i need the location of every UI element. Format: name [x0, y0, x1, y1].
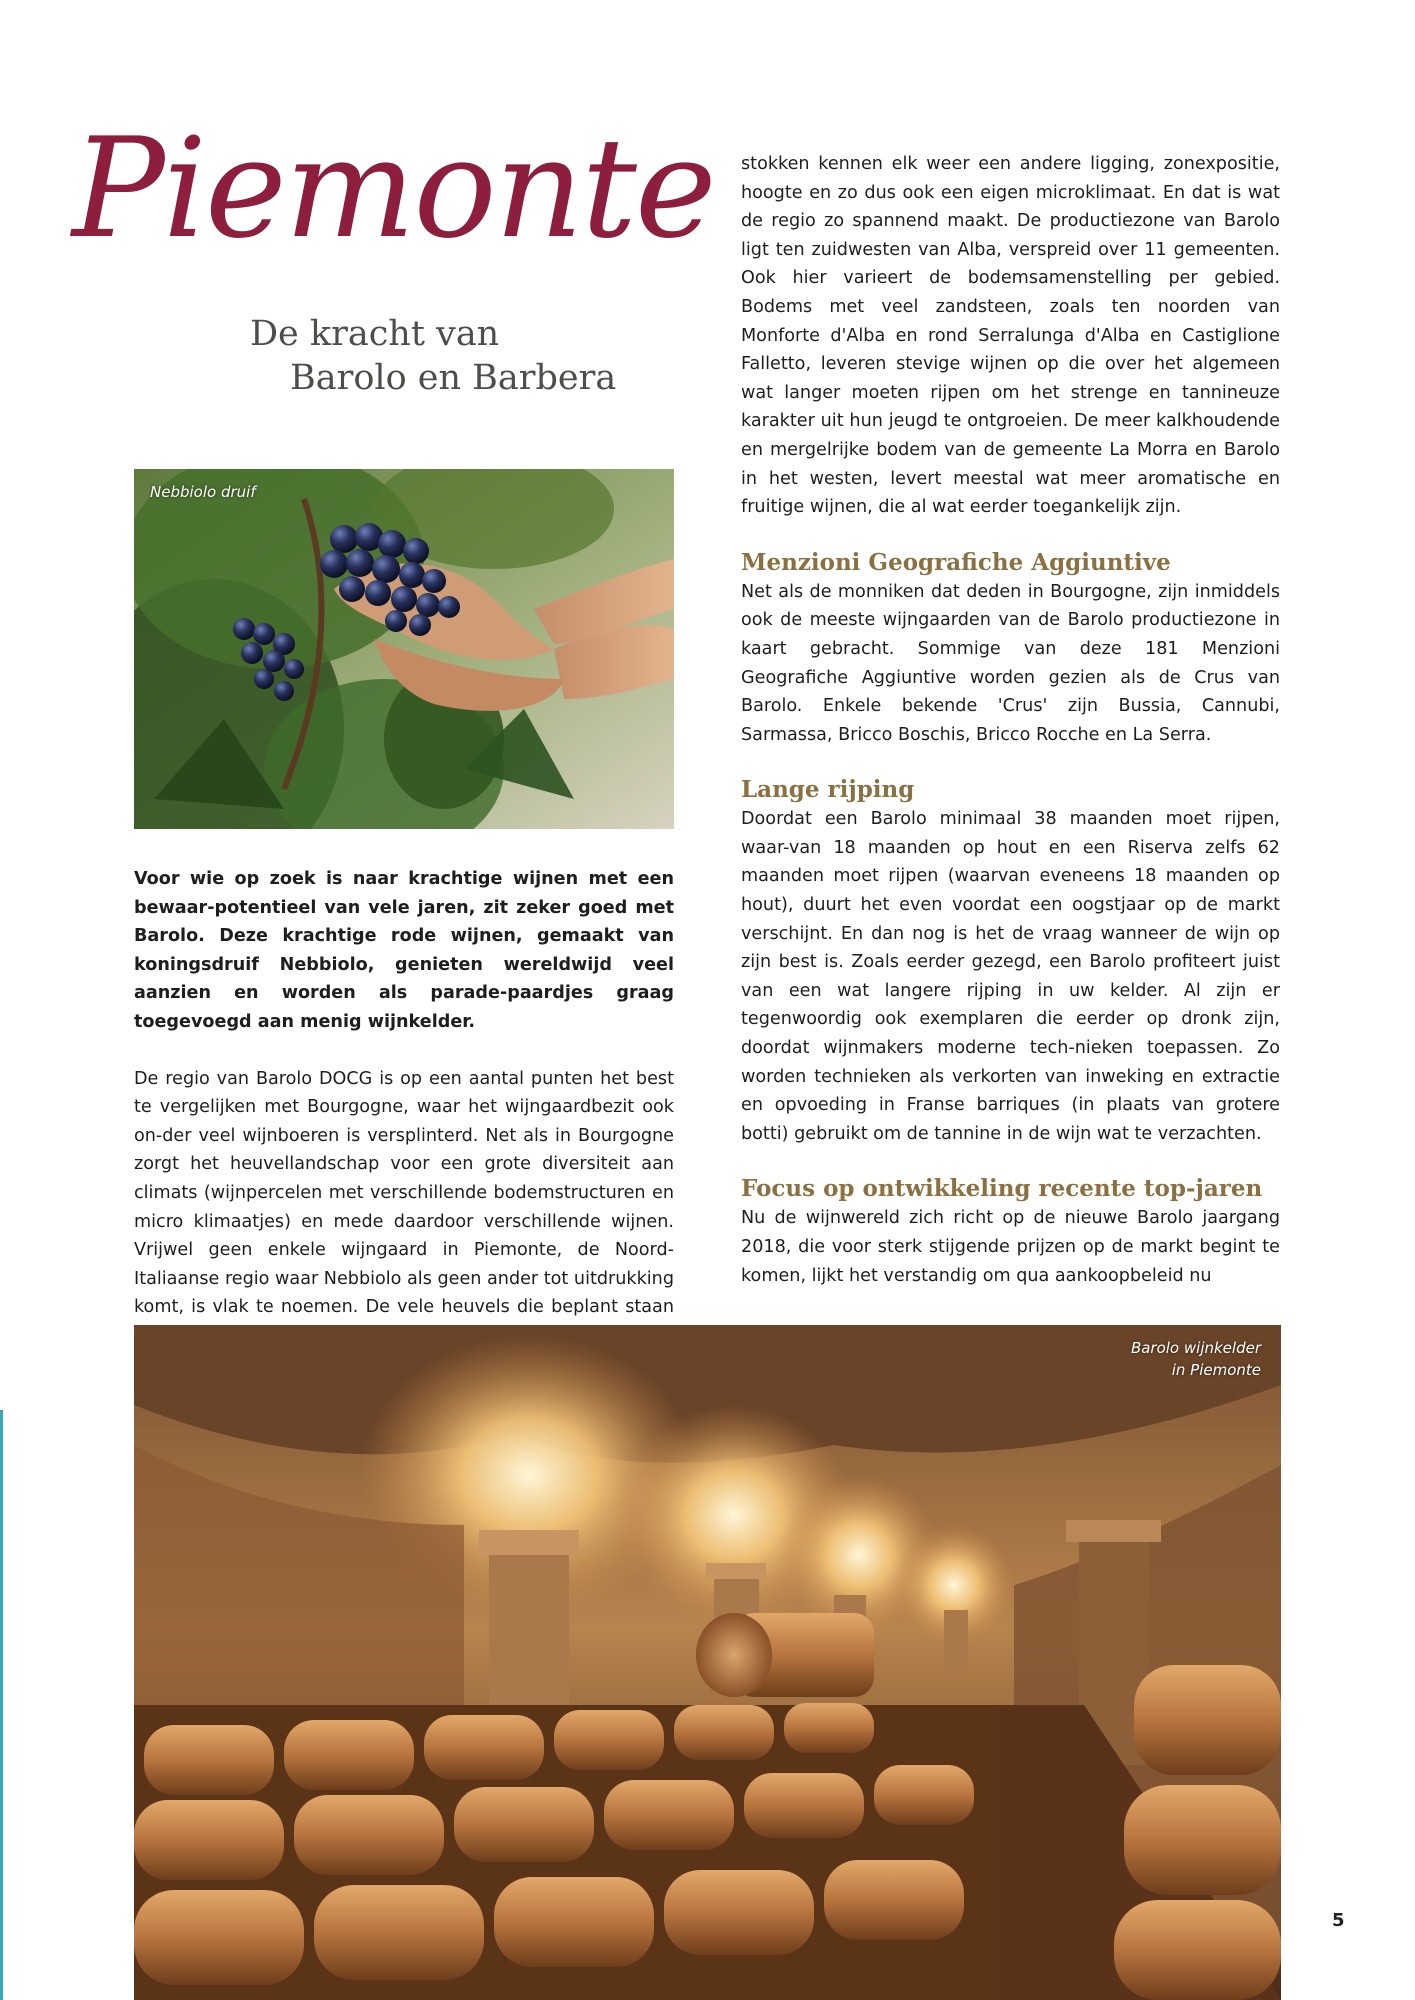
subtitle-line-2: Barolo en Barbera	[290, 358, 617, 398]
grapes-photo-illustration	[134, 469, 674, 829]
section-heading-menzioni: Menzioni Geografiche Aggiuntive	[741, 548, 1171, 576]
right-column	[741, 150, 1280, 1290]
cellar-photo-illustration	[134, 1325, 1281, 2000]
section-body-menzioni: Net als de monniken dat deden in Bourgogne, zijn inmiddels ook de meeste wijngaarden van de Barolo productiezone in kaart gebracht. Sommige van deze 181 Menzioni Geografiche Aggiuntive worden gezien als de Crus van Barolo. Enkele bekende 'Crus' zijn Bussia, Cannubi, Sarmassa, Bricco Boschis, Bricco Rocche en La Serra.	[741, 581, 1280, 745]
barolo-cellar-photo	[134, 1325, 1281, 2000]
left-column	[134, 865, 674, 1351]
nebbiolo-grapes-photo	[134, 469, 674, 829]
subtitle-line-1: De kracht van	[250, 314, 500, 354]
cellar-photo-caption	[1061, 1337, 1261, 1381]
section-heading-focus: Focus op ontwikkeling recente top-jaren	[741, 1175, 1263, 1203]
intro-paragraph: Voor wie op zoek is naar krachtige wijnen met een bewaar-potentieel van vele jaren, zit zeker goed met Barolo. Deze krachtige rode wijnen, gemaakt van koningsdruif Nebbiolo, genieten wereldwijd veel aanzien en worden als parade-paardjes graag toegevoegd aan menig wijnkelder.	[134, 869, 674, 1032]
section-heading-rijping: Lange rijping	[741, 776, 915, 804]
page-subtitle	[250, 312, 690, 400]
cellar-caption-line-2: in Piemonte	[1171, 1361, 1261, 1379]
section-body-rijping: Doordat een Barolo minimaal 38 maanden moet rijpen, waar-van 18 maanden op hout en een Riserva zelfs 62 maanden moet rijpen (waarvan eveneens 18 maanden op hout), duurt het even voordat een oogstjaar op de markt verschijnt. En dan nog is het de vraag wanneer de wijn op zijn best is. Zoals eerder gezegd, een Barolo profiteert juist van een wat langere rijping in uw kelder. Al zijn er tegenwoordig ook exemplaren die eerder op dronk zijn, doordat wijnmakers moderne tech-nieken toepassen. Zo worden technieken als verkorten van inweking en extractie en opvoeding in Franse barriques (in plaats van grotere botti) gebruikt om de tannine in de wijn wat te verzachten.	[741, 809, 1280, 1144]
continuation-paragraph: stokken kennen elk weer een andere ligging, zonexpositie, hoogte en zo dus ook een eigen microklimaat. En dat is wat de regio zo spannend maakt. De productiezone van Barolo ligt ten zuidwesten van Alba, verspreid over 11 gemeenten. Ook hier varieert de bodemsamenstelling per gebied. Bodems met veel zandsteen, zoals ten noorden van Monforte d'Alba en rond Serralunga d'Alba en Castiglione Falletto, leveren stevige wijnen op die over het algemeen wat langer moeten rijpen om het strenge en tannineuze karakter uit hun jeugd te ontgroeien. De meer kalkhoudende en mergelrijke bodem van de gemeente La Morra en Barolo in het westen, levert meestal wat meer aromatische en fruitige wijnen, die al wat eerder toegankelijk zijn.	[741, 154, 1280, 518]
page-number: 5	[1332, 1910, 1345, 1931]
body-paragraph-1: De regio van Barolo DOCG is op een aantal punten het best te vergelijken met Bourgogne, waar het wijngaardbezit ook on-der veel wijnboeren is versplinterd. Net als in Bourgogne zorgt het heuvellandschap voor een grote diversiteit aan climats (wijnpercelen met verschillende bodemstructuren en micro klimaatjes) en mede daardoor verschillende wijnen. Vrijwel geen enkele wijngaard in Piemonte, de Noord-Italiaanse regio waar Nebbiolo als geen ander tot uitdrukking komt, is vlak te noemen. De vele heuvels die beplant staan	[134, 1068, 674, 1318]
page-edge-rule	[0, 1410, 3, 2000]
page-title: Piemonte	[72, 108, 715, 269]
section-body-focus: Nu de wijnwereld zich richt op de nieuwe Barolo jaargang 2018, die voor sterk stijgende prijzen op de markt begint te komen, lijkt het verstandig om qua aankoopbeleid nu	[741, 1208, 1280, 1286]
grapes-photo-caption: Nebbiolo druif	[150, 483, 256, 501]
cellar-caption-line-1: Barolo wijnkelder	[1130, 1339, 1261, 1357]
